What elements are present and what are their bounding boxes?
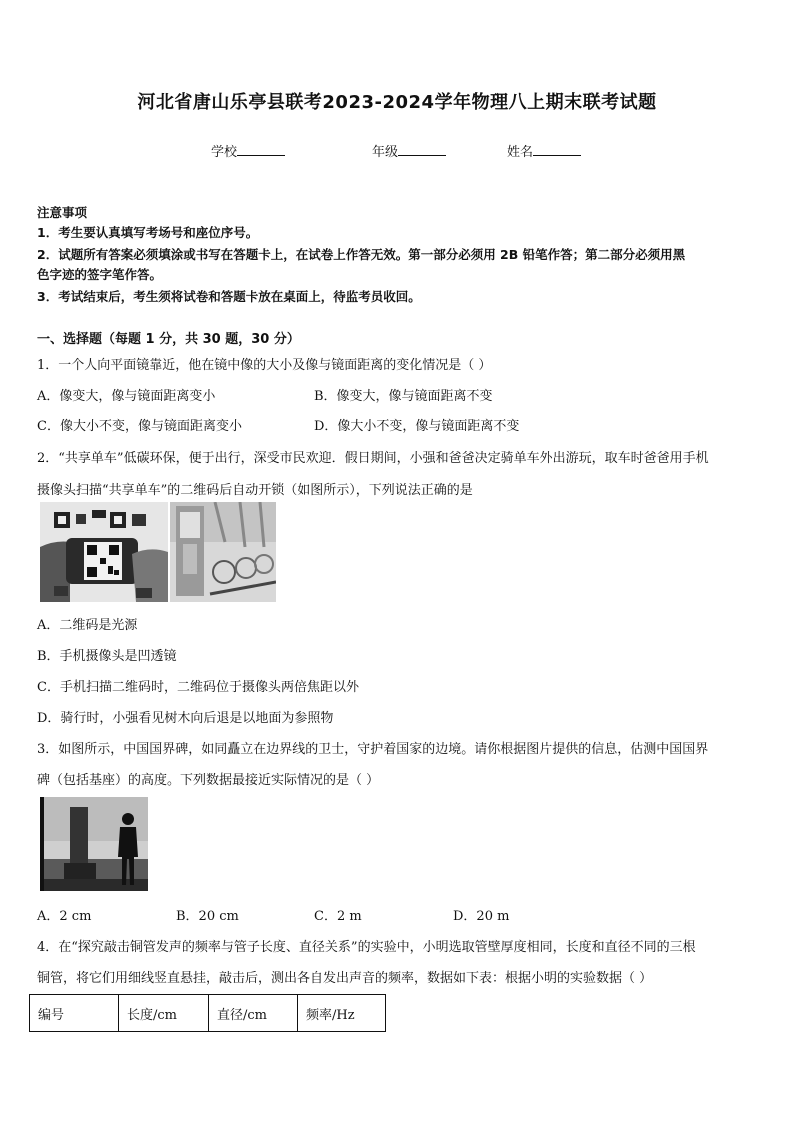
grade-field bbox=[372, 141, 446, 160]
notice-item-2-line2: 色字迹的签字笔作答。 bbox=[37, 267, 163, 282]
q1-stem: 1．一个人向平面镜靠近，他在镜中像的大小及像与镜面距离的变化情况是（ ） bbox=[37, 358, 492, 373]
qr-bike-photo bbox=[40, 502, 276, 602]
q2-option-c[interactable]: C．手机扫描二维码时，二维码位于摄像头两倍焦距以外 bbox=[37, 680, 359, 695]
notice-item-2-line1: 2．试题所有答案必须填涂或书写在答题卡上，在试卷上作答无效。第一部分必须用 2B 铅笔作答；第二部分必须用黑 bbox=[37, 247, 686, 262]
table-header-cell: 编号 bbox=[30, 995, 119, 1032]
q1-option-d[interactable]: D．像大小不变，像与镜面距离不变 bbox=[314, 419, 520, 434]
q1-option-c[interactable]: C．像大小不变，像与镜面距离变小 bbox=[37, 419, 242, 434]
q2-option-a[interactable]: A．二维码是光源 bbox=[37, 618, 138, 633]
table-header-cell: 长度/cm bbox=[119, 995, 209, 1032]
notice-item-1: 1．考生要认真填写考场号和座位序号。 bbox=[37, 225, 259, 240]
notice-item-3: 3．考试结束后，考生须将试卷和答题卡放在桌面上，待监考员收回。 bbox=[37, 289, 421, 304]
q3-stem-line2: 碑（包括基座）的高度。下列数据最接近实际情况的是（ ） bbox=[37, 773, 380, 788]
q3-option-c[interactable]: C．2 m bbox=[314, 909, 362, 924]
grade-label: 年级 bbox=[372, 145, 399, 160]
table-header-row bbox=[30, 995, 386, 1032]
q4-data-table bbox=[29, 994, 386, 1032]
name-label: 姓名 bbox=[507, 145, 534, 160]
school-blank[interactable] bbox=[237, 143, 285, 156]
name-blank[interactable] bbox=[533, 143, 581, 156]
q2-stem-line2: 摄像头扫描“共享单车”的二维码后自动开锁（如图所示），下列说法正确的是 bbox=[37, 483, 473, 498]
q4-stem-line2: 铜管，将它们用细线竖直悬挂，敲击后，测出各自发出声音的频率，数据如下表：根据小明的实验数据（ ） bbox=[37, 971, 653, 986]
q2-option-b[interactable]: B．手机摄像头是凹透镜 bbox=[37, 649, 177, 664]
table-header-cell: 频率/Hz bbox=[298, 995, 386, 1032]
notice-heading: 注意事项 bbox=[37, 205, 88, 220]
q3-option-a[interactable]: A．2 cm bbox=[37, 909, 92, 924]
q4-stem-line1: 4．在“探究敲击铜管发声的频率与管子长度、直径关系”的实验中，小明选取管壁厚度相同，长度和直径不同的三根 bbox=[37, 940, 696, 955]
q3-option-b[interactable]: B．20 cm bbox=[176, 909, 239, 924]
q2-stem-line1: 2．“共享单车”低碳环保，便于出行，深受市民欢迎．假日期间，小强和爸爸决定骑单车外出游玩，取车时爸爸用手机 bbox=[37, 451, 709, 466]
q3-option-d[interactable]: D．20 m bbox=[453, 909, 510, 924]
school-field bbox=[211, 141, 285, 160]
school-label: 学校 bbox=[211, 145, 238, 160]
q1-option-b[interactable]: B．像变大，像与镜面距离不变 bbox=[314, 389, 493, 404]
grade-blank[interactable] bbox=[398, 143, 446, 156]
table-header-cell: 直径/cm bbox=[209, 995, 298, 1032]
page-title: 河北省唐山乐亭县联考2023-2024学年物理八上期末联考试题 bbox=[137, 92, 657, 113]
q1-option-a[interactable]: A．像变大，像与镜面距离变小 bbox=[37, 389, 216, 404]
border-marker-photo bbox=[40, 797, 148, 891]
q3-stem-line1: 3．如图所示，中国国界碑，如同矗立在边界线的卫士，守护着国家的边境。请你根据图片提供的信息，估测中国国界 bbox=[37, 742, 709, 757]
section-heading: 一、选择题（每题 1 分，共 30 题，30 分） bbox=[37, 332, 300, 347]
name-field bbox=[507, 141, 581, 160]
q2-option-d[interactable]: D．骑行时，小强看见树木向后退是以地面为参照物 bbox=[37, 711, 334, 726]
